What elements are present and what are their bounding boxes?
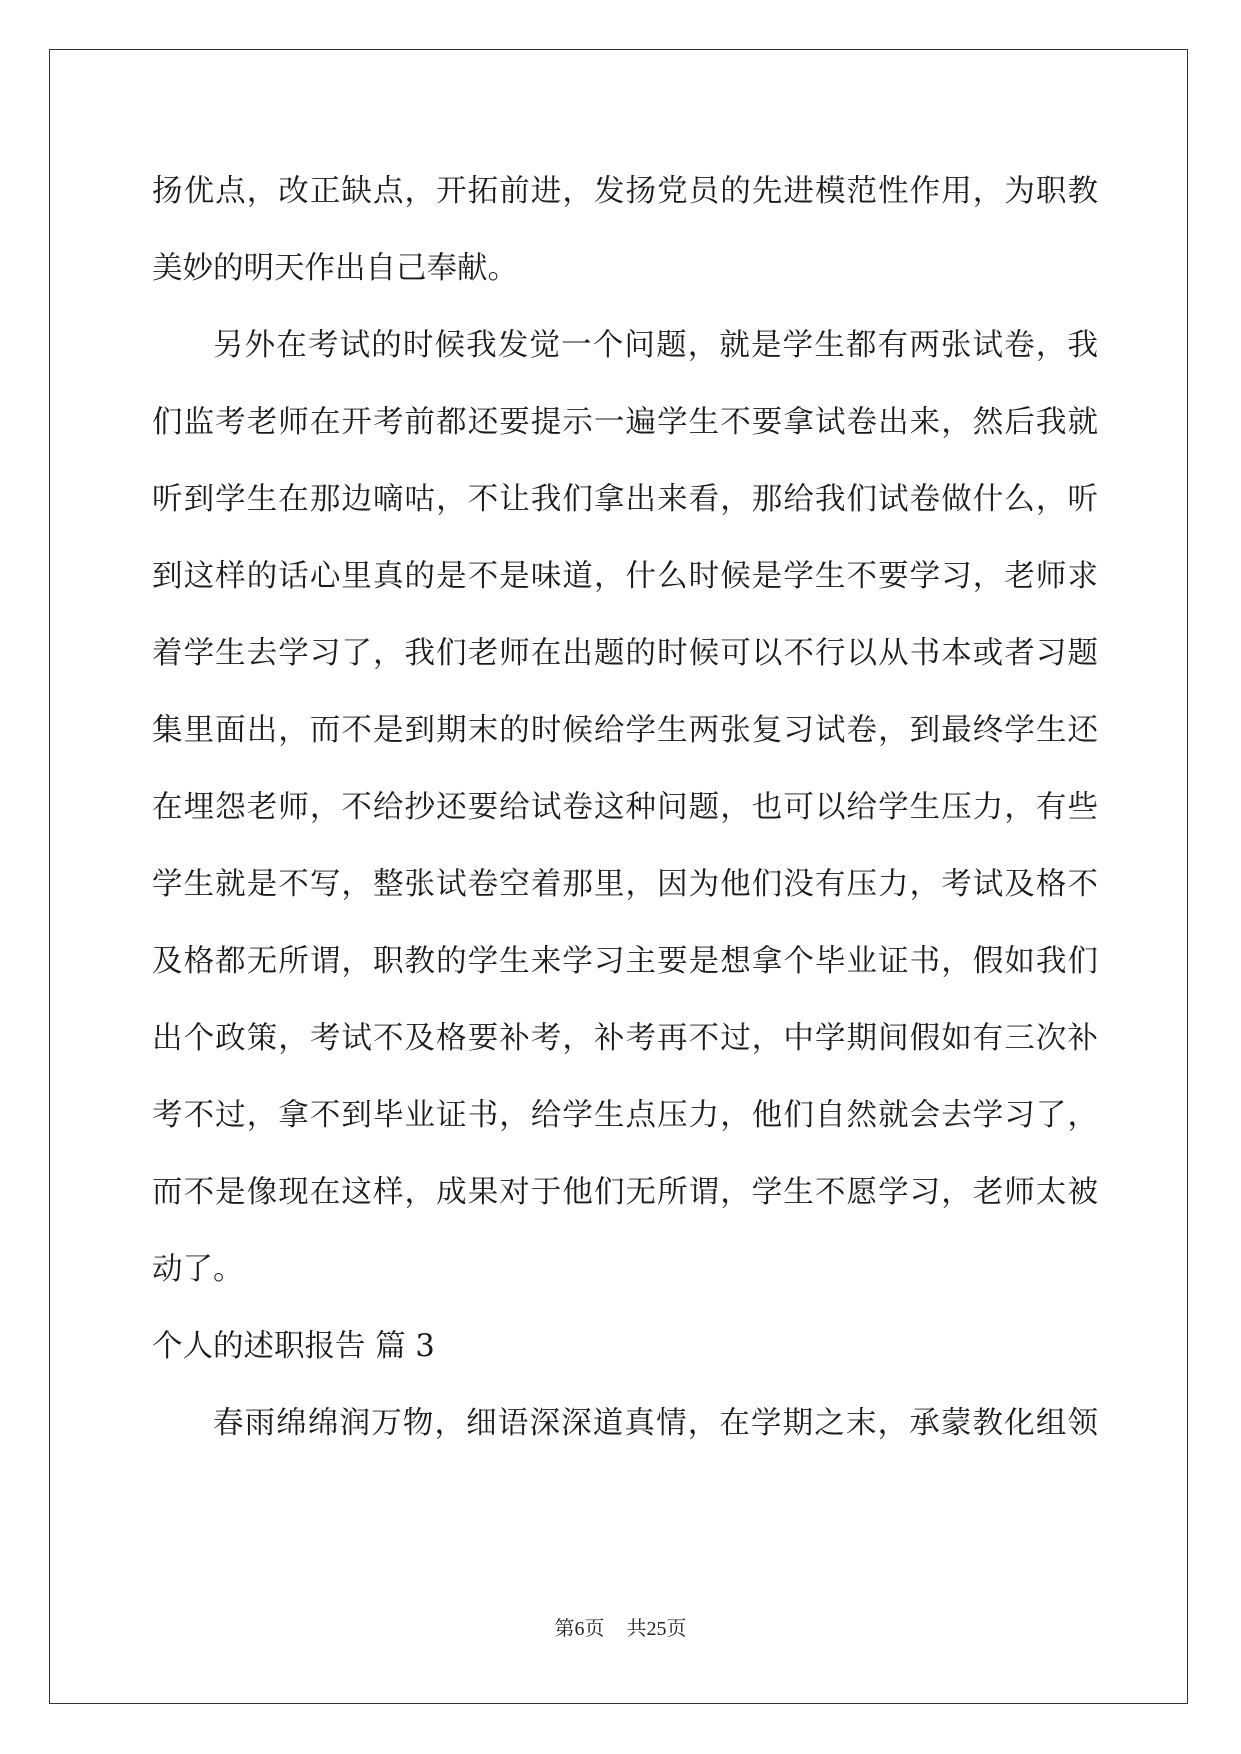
section-heading: 个人的述职报告 篇 3 <box>152 1329 435 1364</box>
paragraph-line: 及格都无所谓，职教的学生来学习主要是想拿个毕业证书，假如我们 <box>152 944 1098 979</box>
paragraph-line: 听到学生在那边嘀咕，不让我们拿出来看，那给我们试卷做什么，听 <box>152 482 1098 517</box>
paragraph-line: 着学生去学习了，我们老师在出题的时候可以不行以从书本或者习题 <box>152 636 1098 671</box>
paragraph-line: 考不过，拿不到毕业证书，给学生点压力，他们自然就会去学习了， <box>152 1098 1098 1133</box>
page-number: 6 <box>574 1618 585 1640</box>
paragraph-line: 而不是像现在这样，成果对于他们无所谓，学生不愿学习，老师太被 <box>152 1175 1098 1210</box>
paragraph-line: 扬优点，改正缺点，开拓前进，发扬党员的先进模范性作用，为职教 <box>152 174 1098 209</box>
total-pages: 25 <box>646 1618 667 1640</box>
page-suffix: 页 <box>584 1616 605 1640</box>
paragraph-line: 出个政策，考试不及格要补考，补考再不过，中学期间假如有三次补 <box>152 1021 1098 1056</box>
paragraph-line: 另外在考试的时候我发觉一个问题，就是学生都有两张试卷，我 <box>213 328 1098 363</box>
paragraph-line: 动了。 <box>152 1252 244 1287</box>
paragraph-line: 们监考老师在开考前都还要提示一遍学生不要拿试卷出来，然后我就 <box>152 405 1098 440</box>
paragraph-line: 到这样的话心里真的是不是味道，什么时候是学生不要学习，老师求 <box>152 559 1098 594</box>
page-footer <box>0 1612 1241 1641</box>
total-prefix: 共 <box>626 1616 647 1640</box>
paragraph-line: 美妙的明天作出自己奉献。 <box>152 251 518 286</box>
document-body <box>152 164 1098 1473</box>
paragraph-line: 在埋怨老师，不给抄还要给试卷这种问题，也可以给学生压力，有些 <box>152 790 1098 825</box>
page-prefix: 第 <box>554 1616 575 1640</box>
total-suffix: 页 <box>666 1616 687 1640</box>
paragraph-line: 春雨绵绵润万物，细语深深道真情，在学期之末，承蒙教化组领 <box>213 1406 1098 1441</box>
paragraph-line: 学生就是不写，整张试卷空着那里，因为他们没有压力，考试及格不 <box>152 867 1098 902</box>
paragraph-line: 集里面出，而不是到期末的时候给学生两张复习试卷，到最终学生还 <box>152 713 1098 748</box>
